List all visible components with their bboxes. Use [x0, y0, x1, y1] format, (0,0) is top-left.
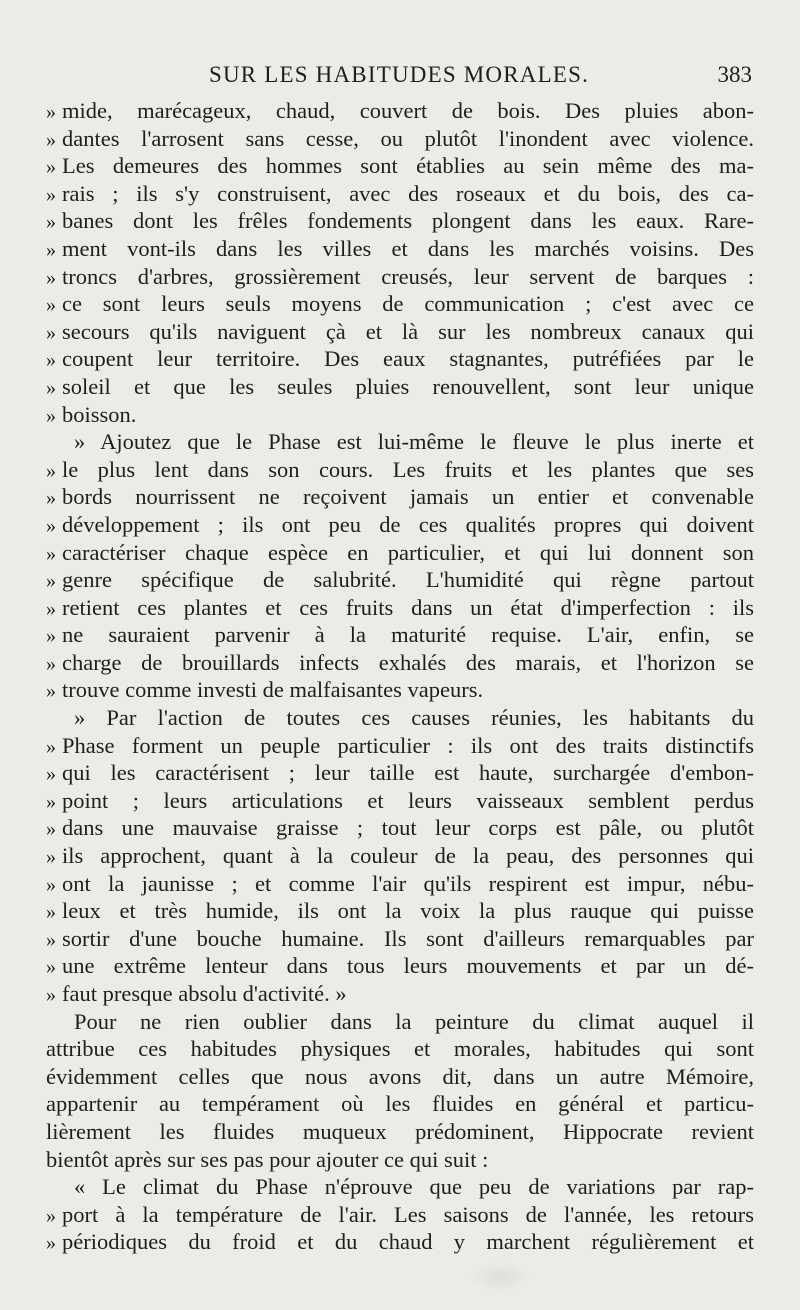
line-text: secours qu'ils naviguent çà et là sur les nombreux canaux qui [62, 318, 754, 344]
line-text: bientôt après sur ses pas pour ajouter ce qui suit : [46, 1146, 489, 1172]
quote-mark: » [46, 680, 56, 703]
line-text: Pour ne rien oublier dans la peinture du climat auquel il [74, 1008, 754, 1034]
quote-mark: » [46, 487, 56, 510]
text-line [46, 1201, 754, 1229]
text-line [46, 180, 754, 208]
text-line [46, 1063, 754, 1091]
quote-mark: » [46, 928, 56, 951]
text-line [46, 1118, 754, 1146]
text-line [46, 539, 754, 567]
text-line [46, 704, 754, 732]
quote-mark: » [46, 873, 56, 896]
line-text: troncs d'arbres, grossièrement creusés, leur servent de barques : [62, 263, 754, 289]
line-text: bords nourrissent ne reçoivent jamais un entier et convenable [62, 484, 754, 510]
text-line [46, 676, 754, 704]
line-text: ont la jaunisse ; et comme l'air qu'ils respirent est impur, nébu- [62, 870, 754, 896]
text-line [46, 345, 754, 373]
text-line [46, 925, 754, 953]
line-text: ils approchent, quant à la couleur de la peau, des personnes qui [62, 843, 754, 869]
text-line [46, 152, 754, 180]
quote-mark: » [46, 514, 56, 537]
line-text: leux et très humide, ils ont la voix la plus rauque qui puisse [62, 898, 754, 924]
text-line [46, 125, 754, 153]
text-line [46, 897, 754, 925]
line-text: port à la température de l'air. Les saisons de l'année, les retours [62, 1201, 754, 1227]
line-text: rais ; ils s'y construisent, avec des roseaux et du bois, des ca- [62, 180, 754, 206]
line-text: lièrement les fluides muqueux prédominent, Hippocrate revient [46, 1118, 754, 1144]
quote-mark: » [46, 901, 56, 924]
line-text: dantes l'arrosent sans cesse, ou plutôt l'inondent avec violence. [62, 125, 754, 151]
quote-mark: » [46, 156, 56, 179]
quote-mark: » [46, 542, 56, 565]
text-line [46, 263, 754, 291]
page-header [46, 58, 752, 92]
line-text: attribue ces habitudes physiques et morales, habitudes qui sont [46, 1036, 754, 1062]
line-text: soleil et que les seules pluies renouvellent, sont leur unique [62, 373, 754, 399]
text-line [46, 290, 754, 318]
paper-stain [470, 1262, 530, 1292]
quote-mark: » [46, 349, 56, 372]
line-text: évidemment celles que nous avons dit, dans un autre Mémoire, [46, 1063, 754, 1089]
text-line [46, 1228, 754, 1256]
line-text: point ; leurs articulations et leurs vaisseaux semblent perdus [62, 787, 754, 813]
text-line [46, 235, 754, 263]
text-line [46, 207, 754, 235]
quote-mark: » [46, 790, 56, 813]
line-text: dans une mauvaise graisse ; tout leur corps est pâle, ou plutôt [62, 815, 754, 841]
quote-mark: » [46, 1232, 56, 1255]
quote-mark: » [46, 735, 56, 758]
quote-mark: » [46, 321, 56, 344]
text-line [46, 373, 754, 401]
quote-mark: » [46, 984, 56, 1006]
line-text: qui les caractérisent ; leur taille est haute, surchargée d'embon- [62, 760, 754, 786]
text-line [46, 401, 754, 429]
quote-mark: » [46, 459, 56, 482]
line-text: coupent leur territoire. Des eaux stagnantes, putréfiées par le [62, 346, 754, 372]
text-line [46, 621, 754, 649]
text-line [46, 952, 754, 980]
line-text: boisson. [62, 401, 137, 427]
text-line [46, 759, 754, 787]
line-text: développement ; ils ont peu de ces qualités propres qui doivent [62, 511, 754, 537]
text-line [46, 1090, 754, 1118]
line-text: appartenir au tempérament où les fluides en général et particu- [46, 1091, 754, 1117]
quote-mark: » [46, 266, 56, 289]
quote-mark: » [46, 294, 56, 317]
text-line [46, 1173, 754, 1201]
quote-mark: » [46, 376, 56, 399]
text-line [46, 456, 754, 484]
text-line [46, 97, 754, 125]
quote-mark: » [46, 956, 56, 979]
line-text: une extrême lenteur dans tous leurs mouvements et par un dé- [62, 953, 754, 979]
line-text: genre spécifique de salubrité. L'humidité qui règne partout [62, 567, 754, 593]
quote-mark: » [46, 597, 56, 620]
body-text [46, 97, 754, 1256]
text-line [46, 870, 754, 898]
quote-mark: » [46, 404, 56, 427]
line-text: « Le climat du Phase n'éprouve que peu de variations par rap- [74, 1174, 754, 1200]
line-text: mide, marécageux, chaud, couvert de bois. Des pluies abon- [62, 98, 754, 123]
text-line [46, 318, 754, 346]
text-line [46, 1008, 754, 1036]
line-text: sortir d'une bouche humaine. Ils sont d'ailleurs remarquables par [62, 925, 754, 951]
text-line [46, 1146, 754, 1174]
text-line [46, 842, 754, 870]
quote-mark: » [46, 818, 56, 841]
text-line [46, 1035, 754, 1063]
quote-mark: » [46, 238, 56, 261]
quote-mark: » [46, 211, 56, 234]
line-text: » Ajoutez que le Phase est lui-même le fleuve le plus inerte et [74, 429, 754, 455]
text-line [46, 814, 754, 842]
line-text: charge de brouillards infects exhalés des marais, et l'horizon se [62, 649, 754, 675]
line-text: périodiques du froid et du chaud y marchent régulièrement et [62, 1229, 754, 1255]
quote-mark: » [46, 846, 56, 869]
text-line [46, 594, 754, 622]
quote-mark: » [46, 1204, 56, 1227]
text-line [46, 483, 754, 511]
line-text: trouve comme investi de malfaisantes vapeurs. [62, 677, 484, 703]
quote-mark: » [46, 128, 56, 151]
quote-mark: » [46, 183, 56, 206]
text-line [46, 428, 754, 456]
line-text: ment vont-ils dans les villes et dans les marchés voisins. Des [62, 235, 754, 261]
text-line [46, 787, 754, 815]
page-number: 383 [717, 62, 752, 87]
line-text: Les demeures des hommes sont établies au sein même des ma- [62, 153, 754, 179]
quote-mark: » [46, 570, 56, 593]
line-text: » Par l'action de toutes ces causes réunies, les habitants du [74, 705, 754, 731]
running-title: SUR LES HABITUDES MORALES. [208, 62, 590, 87]
line-text: caractériser chaque espèce en particulier, et qui lui donnent son [62, 539, 754, 565]
line-text: Phase forment un peuple particulier : ils ont des traits distinctifs [62, 732, 754, 758]
text-line [46, 511, 754, 539]
line-text: retient ces plantes et ces fruits dans un état d'imperfection : ils [62, 594, 754, 620]
text-line [46, 980, 754, 1008]
line-text: le plus lent dans son cours. Les fruits et les plantes que ses [62, 456, 754, 482]
line-text: ce sont leurs seuls moyens de communication ; c'est avec ce [62, 291, 754, 317]
line-text: faut presque absolu d'activité. » [62, 981, 347, 1006]
text-line [46, 566, 754, 594]
text-line [46, 649, 754, 677]
quote-mark: » [46, 763, 56, 786]
quote-mark: » [46, 652, 56, 675]
line-text: banes dont les frêles fondements plongent dans les eaux. Rare- [62, 208, 754, 234]
quote-mark: » [46, 101, 56, 123]
quote-mark: » [46, 625, 56, 648]
text-line [46, 732, 754, 760]
line-text: ne sauraient parvenir à la maturité requise. L'air, enfin, se [62, 622, 754, 648]
